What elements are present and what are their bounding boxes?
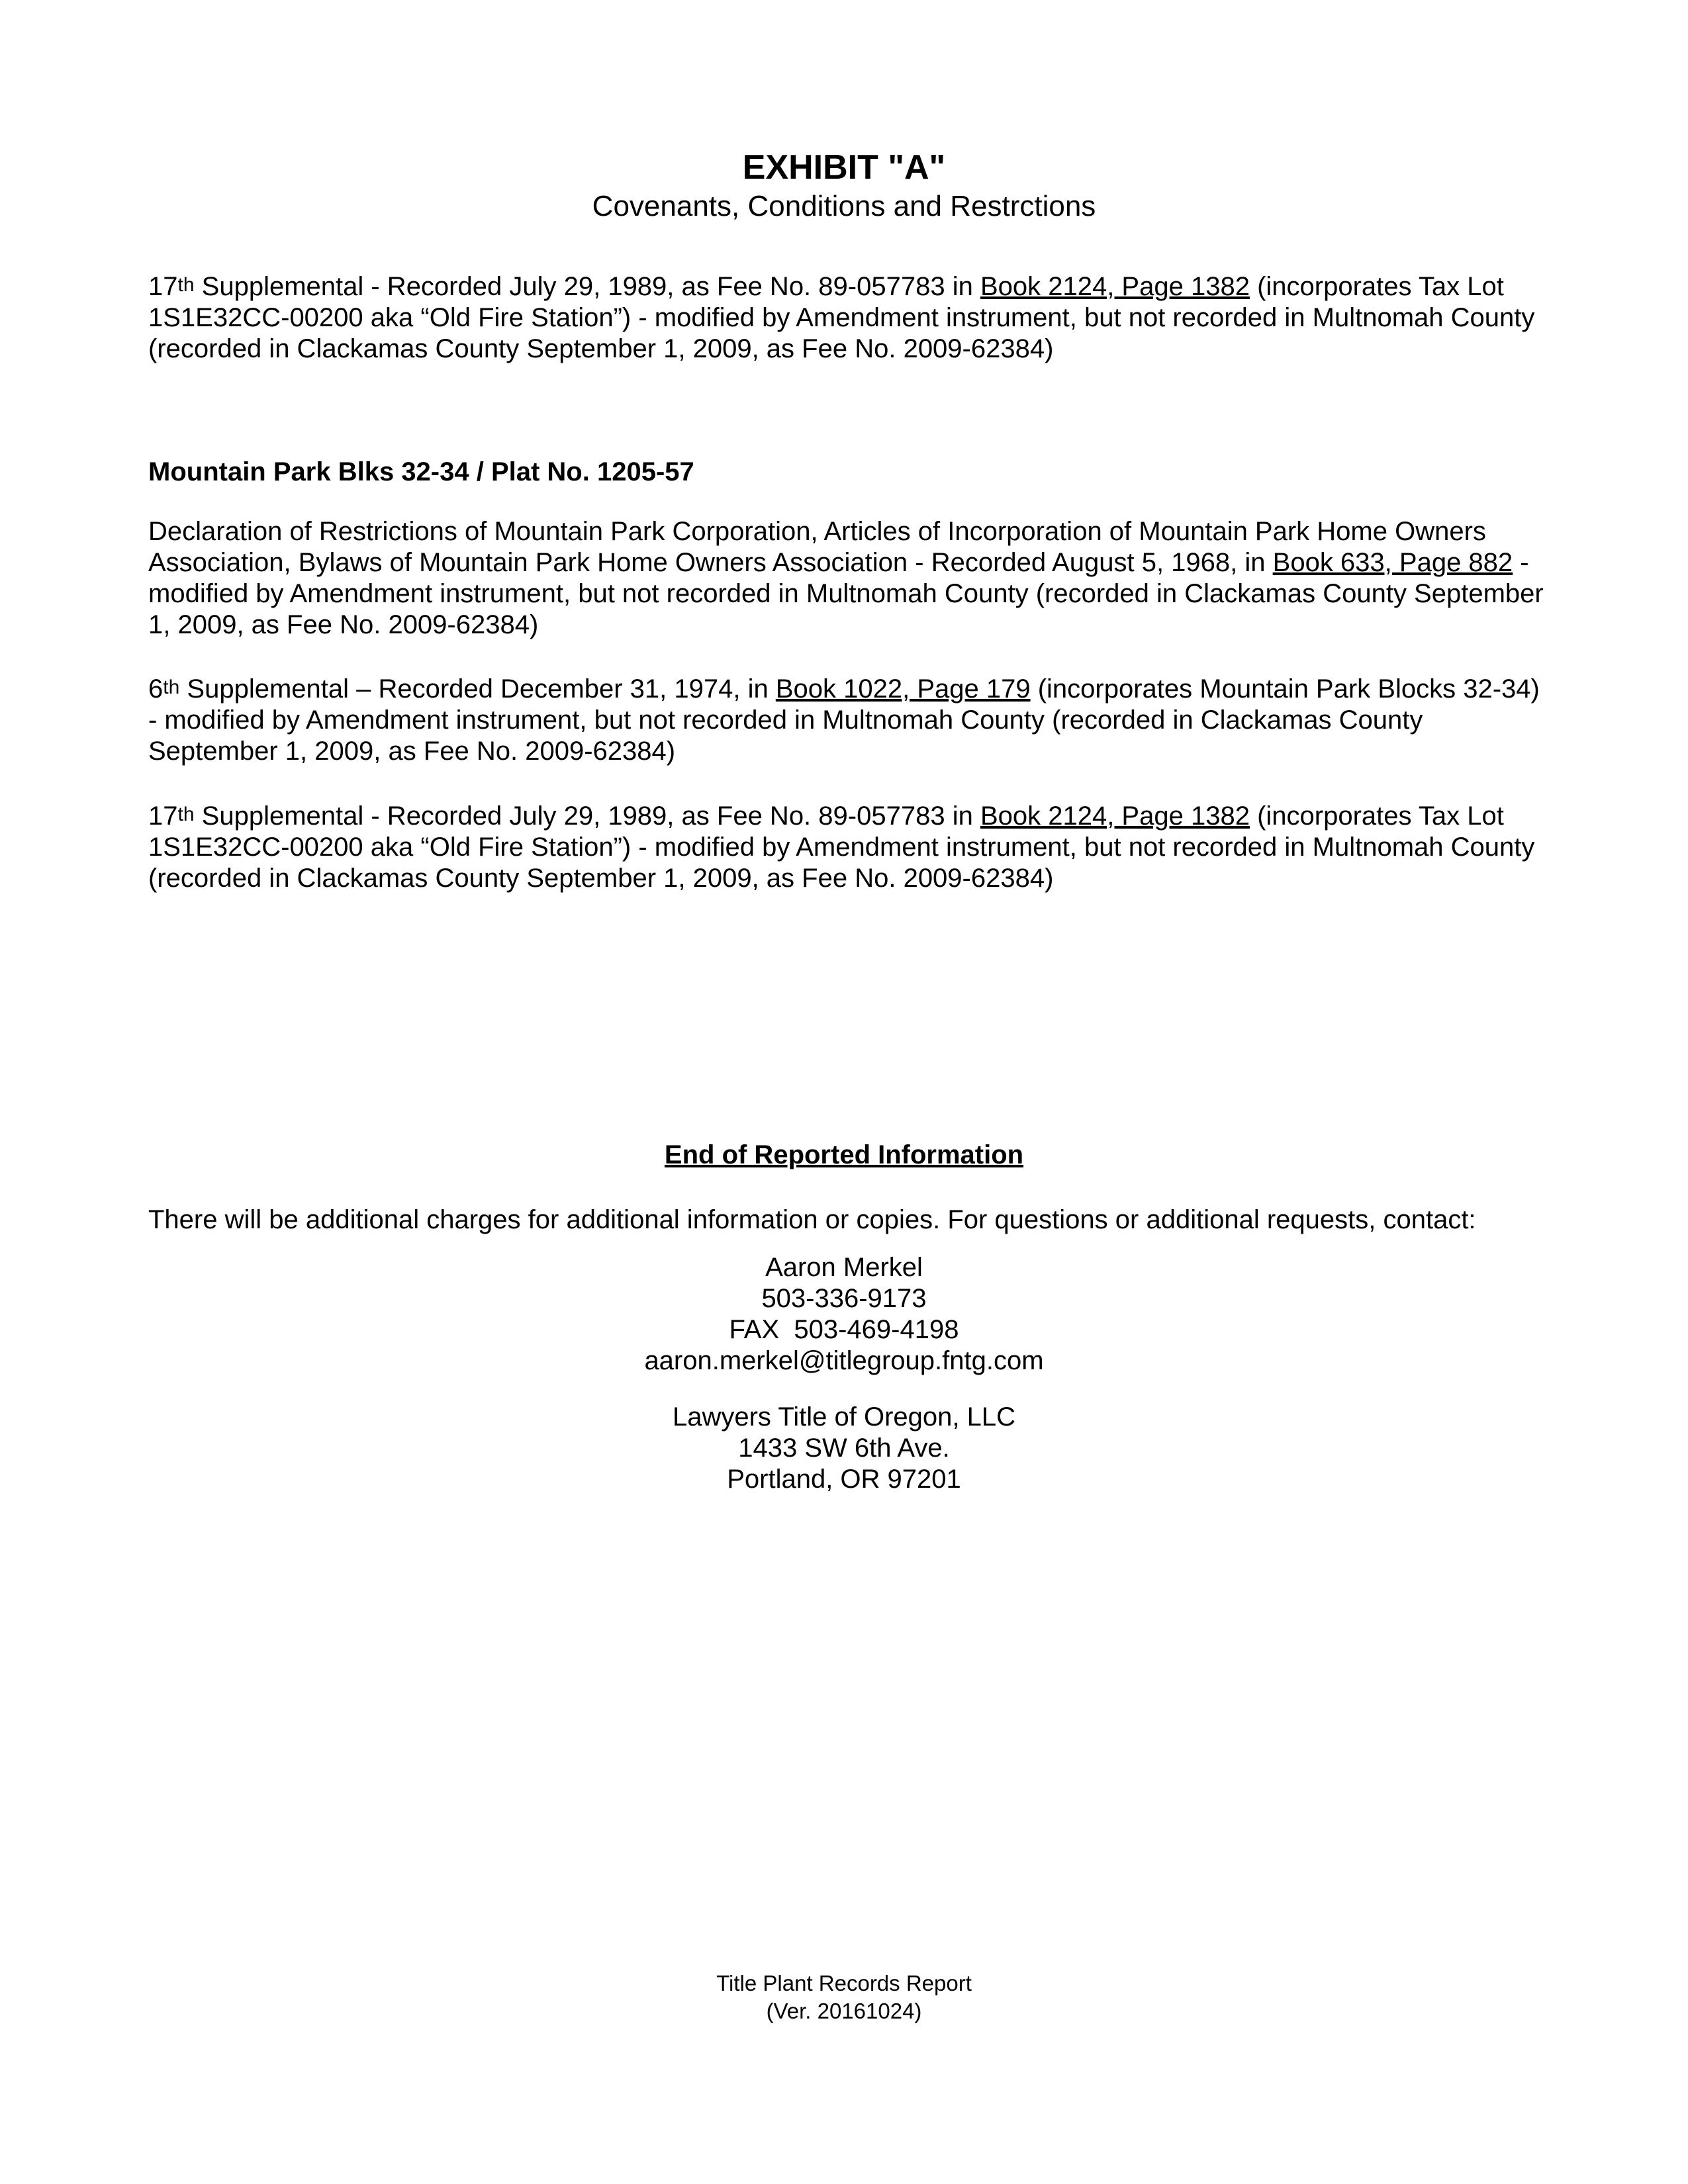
additional-charges-notice: There will be additional charges for additional information or copies. For questions or additional requests, contact: <box>148 1205 1476 1234</box>
contact-phone: 503-336-9173 <box>761 1284 927 1313</box>
entry-ordinal-suffix: th <box>163 676 180 698</box>
entry-ordinal: 6 <box>148 674 164 704</box>
supplemental-entry-17th-top <box>148 271 1552 365</box>
entry-text-post: (incorporates Tax Lot 1S1E32CC-00200 aka “Old Fire Station”) - modified by Amendment instrument, but not recorded in Multnomah County (recorded in Clackamas County September 1, 2009, as Fee No. 2009-62384) <box>148 801 1535 893</box>
entry-ordinal: 17 <box>148 801 178 831</box>
footer-report-title: Title Plant Records Report <box>716 1971 972 1995</box>
footer-version: (Ver. 20161024) <box>766 1999 922 2023</box>
entry-text-post: (incorporates Tax Lot 1S1E32CC-00200 aka “Old Fire Station”) - modified by Amendment instrument, but not recorded in Multnomah County (recorded in Clackamas County September 1, 2009, as Fee No. 2009-62384) <box>148 272 1535 363</box>
supplemental-entry-17th <box>148 801 1552 894</box>
contact-info <box>0 1252 1688 1377</box>
company-name: Lawyers Title of Oregon, LLC <box>672 1402 1016 1432</box>
company-street: 1433 SW 6th Ave. <box>738 1433 950 1463</box>
entry-ordinal: 17 <box>148 272 178 301</box>
entry-ordinal-suffix: th <box>177 274 195 296</box>
book-reference: Book 1022, Page 179 <box>775 674 1031 704</box>
contact-email: aaron.merkel@titlegroup.fntg.com <box>644 1346 1044 1375</box>
entry-text-pre: Supplemental – Recorded December 31, 1974, in <box>179 674 776 704</box>
declaration-text-pre: Declaration of Restrictions of Mountain Park Corporation, Articles of Incorporation of Mountain Park Home Owners Association, Bylaws of Mountain Park Home Owners Association - Recorded August 5, 1968, in <box>148 517 1486 577</box>
entry-ordinal-suffix: th <box>177 803 195 825</box>
declaration-text-post: - modified by Amendment instrument, but not recorded in Multnomah County (recorded in Clackamas County September 1, 2009, as Fee No. 2009-62384) <box>148 548 1544 639</box>
company-address <box>0 1402 1688 1495</box>
contact-fax: FAX 503-469-4198 <box>729 1315 959 1344</box>
exhibit-subtitle: Covenants, Conditions and Restrctions <box>592 190 1096 222</box>
company-city: Portland, OR 97201 <box>727 1465 961 1494</box>
section-heading: Mountain Park Blks 32-34 / Plat No. 1205-57 <box>148 457 694 486</box>
book-reference: Book 2124, Page 1382 <box>980 272 1250 301</box>
supplemental-entry-6th <box>148 674 1552 767</box>
declaration-entry <box>148 516 1552 641</box>
exhibit-title: EXHIBIT "A" <box>742 148 946 187</box>
entry-text-pre: Supplemental - Recorded July 29, 1989, as Fee No. 89-057783 in <box>194 272 980 301</box>
contact-name: Aaron Merkel <box>765 1253 923 1282</box>
end-of-report-heading: End of Reported Information <box>664 1140 1024 1169</box>
page-footer <box>0 1970 1688 2025</box>
book-reference: Book 633, Page 882 <box>1272 548 1513 577</box>
book-reference: Book 2124, Page 1382 <box>980 801 1250 831</box>
entry-text-pre: Supplemental - Recorded July 29, 1989, as Fee No. 89-057783 in <box>194 801 980 831</box>
entry-text-post: (incorporates Mountain Park Blocks 32-34) - modified by Amendment instrument, but not recorded in Multnomah County (recorded in Clackamas County September 1, 2009, as Fee No. 2009-62384) <box>148 674 1540 766</box>
